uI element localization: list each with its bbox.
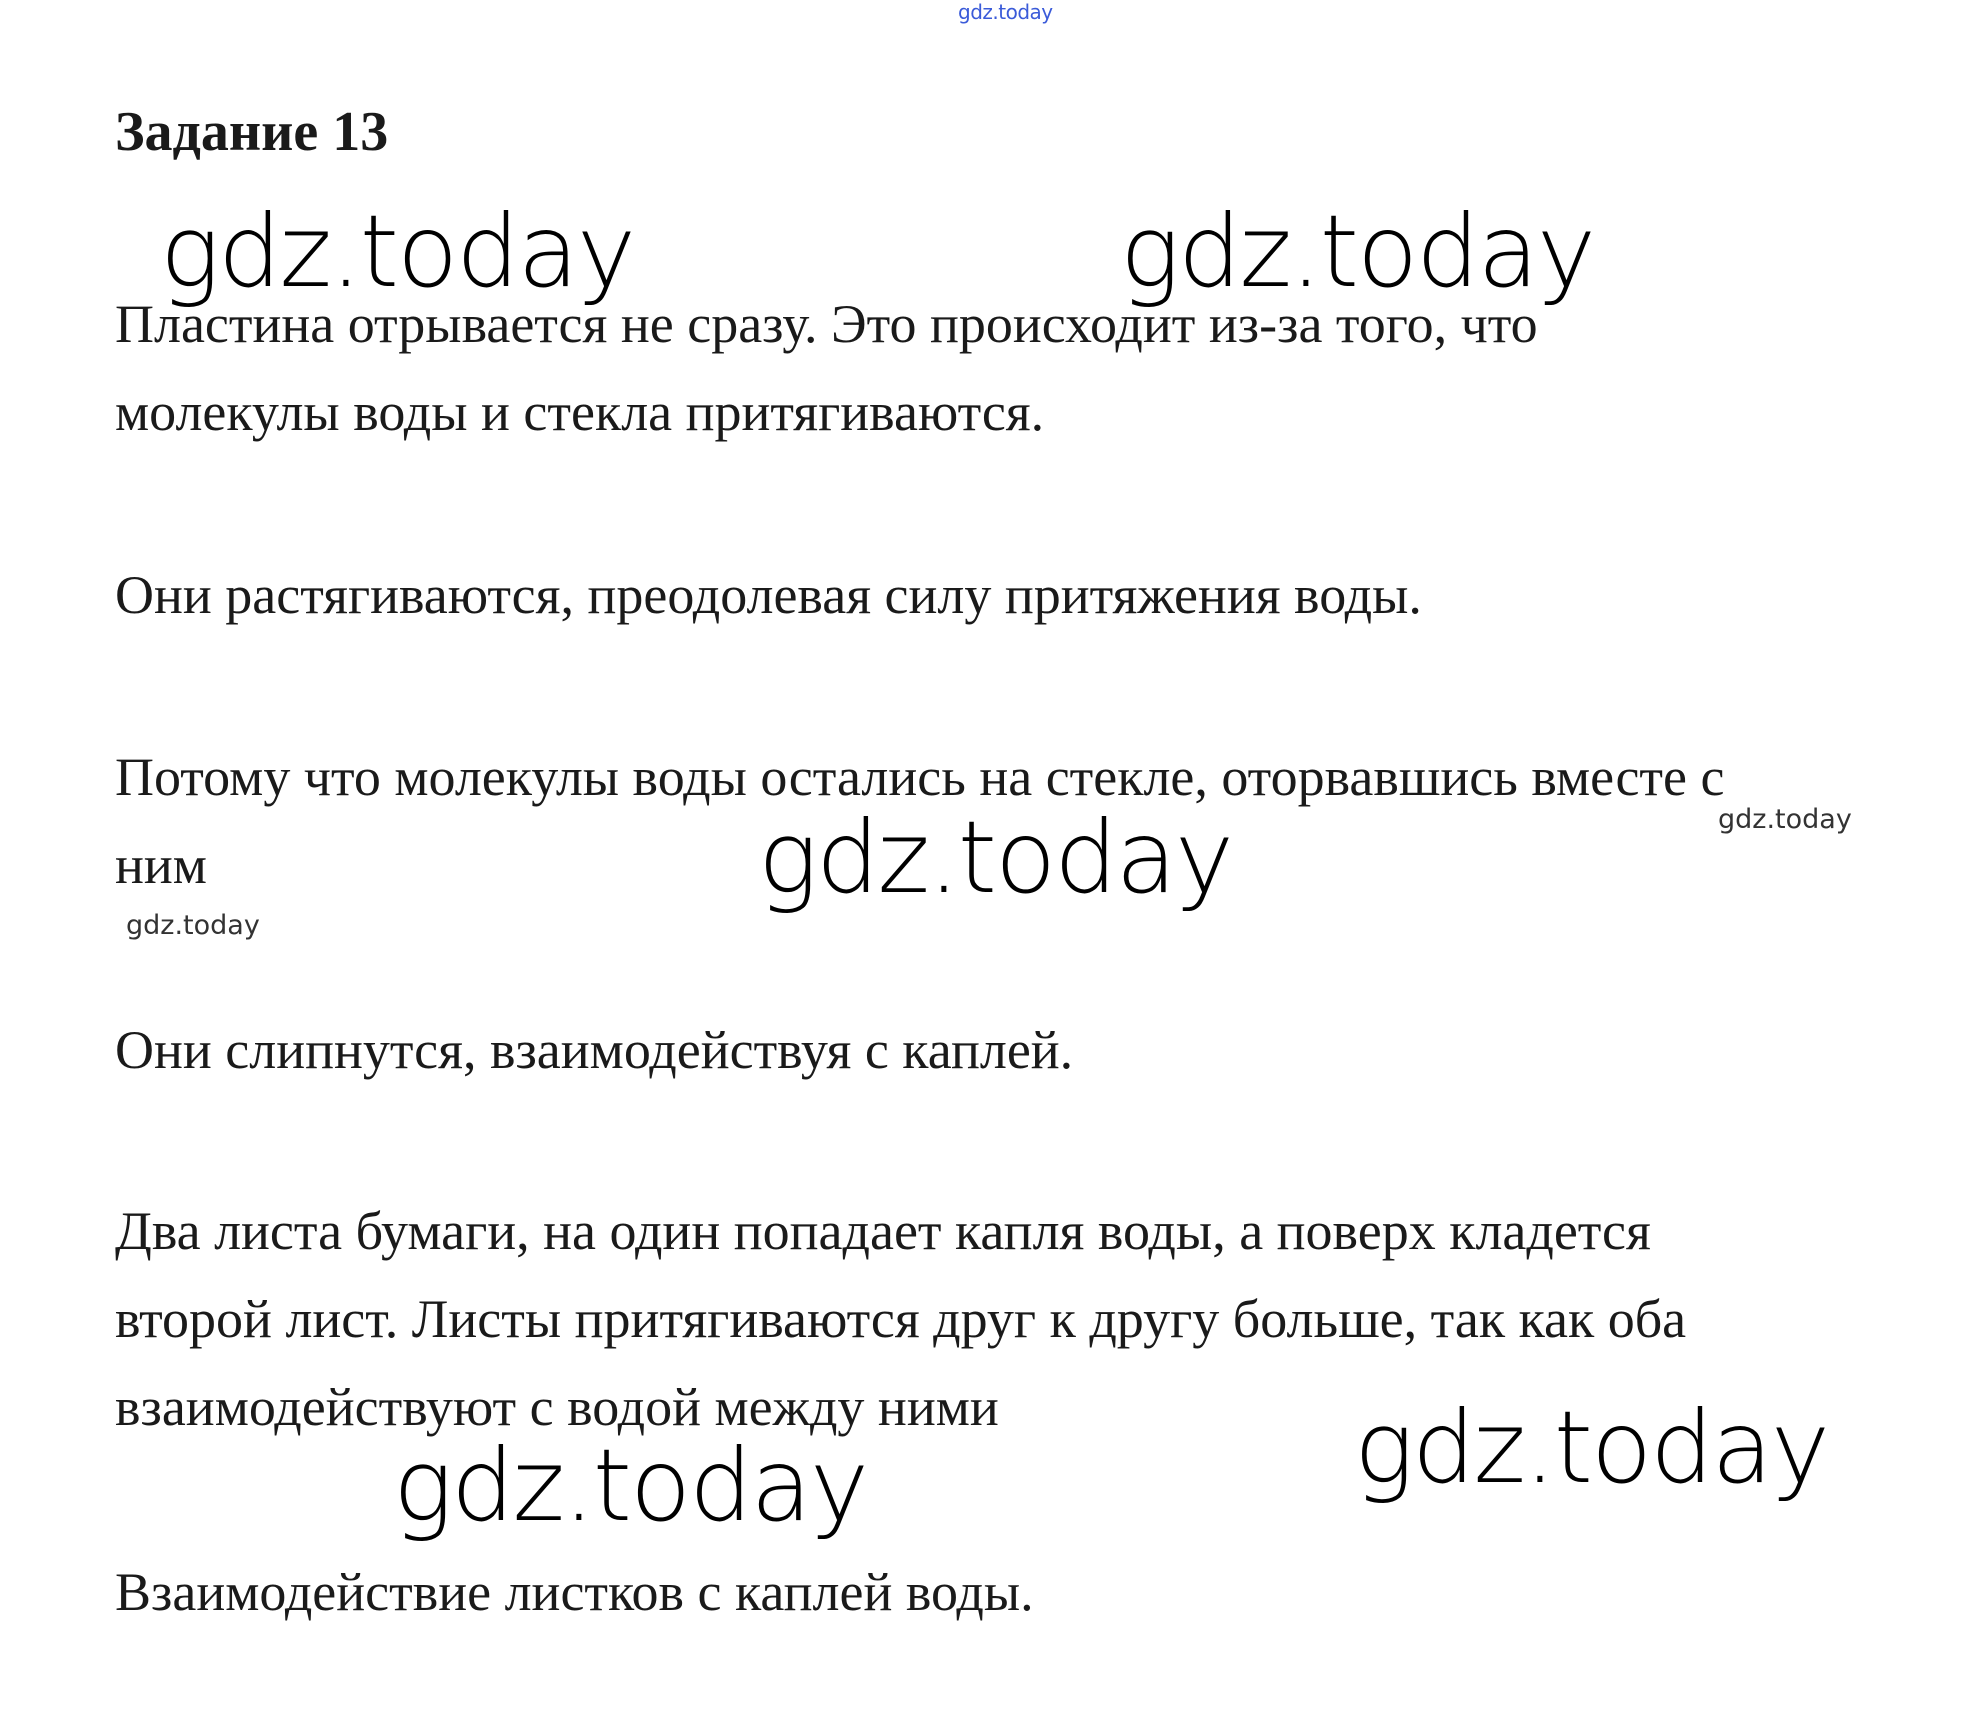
answer-paragraph-6 [115, 1548, 1034, 1636]
text-line: Два листа бумаги, на один попадает капля воды, а поверх кладется [115, 1201, 1651, 1261]
text-line: ним [115, 835, 207, 895]
answer-paragraph-2 [115, 551, 1422, 639]
watermark-small: gdz.today [1718, 804, 1852, 835]
answer-paragraph-4 [115, 1006, 1073, 1094]
text-line: взаимодействуют с водой между ними [115, 1377, 999, 1437]
watermark: gdz.today [1354, 1389, 1829, 1506]
watermark-small: gdz.today [126, 910, 260, 941]
watermark: gdz.today [160, 193, 635, 310]
text-line: Взаимодействие листков с каплей воды. [115, 1562, 1034, 1622]
text-line: второй лист. Листы притягиваются друг к другу больше, так как оба [115, 1289, 1687, 1349]
answer-paragraph-1 [115, 280, 1538, 456]
text-line: молекулы воды и стекла притягиваются. [115, 382, 1045, 442]
text-line: Пластина отрывается не сразу. Это происходит из-за того, что [115, 294, 1538, 354]
text-line: Они слипнутся, взаимодействуя с каплей. [115, 1020, 1074, 1080]
watermark: gdz.today [1120, 193, 1595, 310]
text-line: Они растягиваются, преодолевая силу притяжения воды. [115, 565, 1422, 625]
watermark: gdz.today [393, 1427, 868, 1544]
page-title: Задание 13 [115, 101, 389, 163]
watermark: gdz.today [758, 799, 1233, 916]
text-line: Потому что молекулы воды остались на стекле, оторвавшись вместе с [115, 747, 1725, 807]
top-watermark: gdz.today [958, 0, 1053, 24]
